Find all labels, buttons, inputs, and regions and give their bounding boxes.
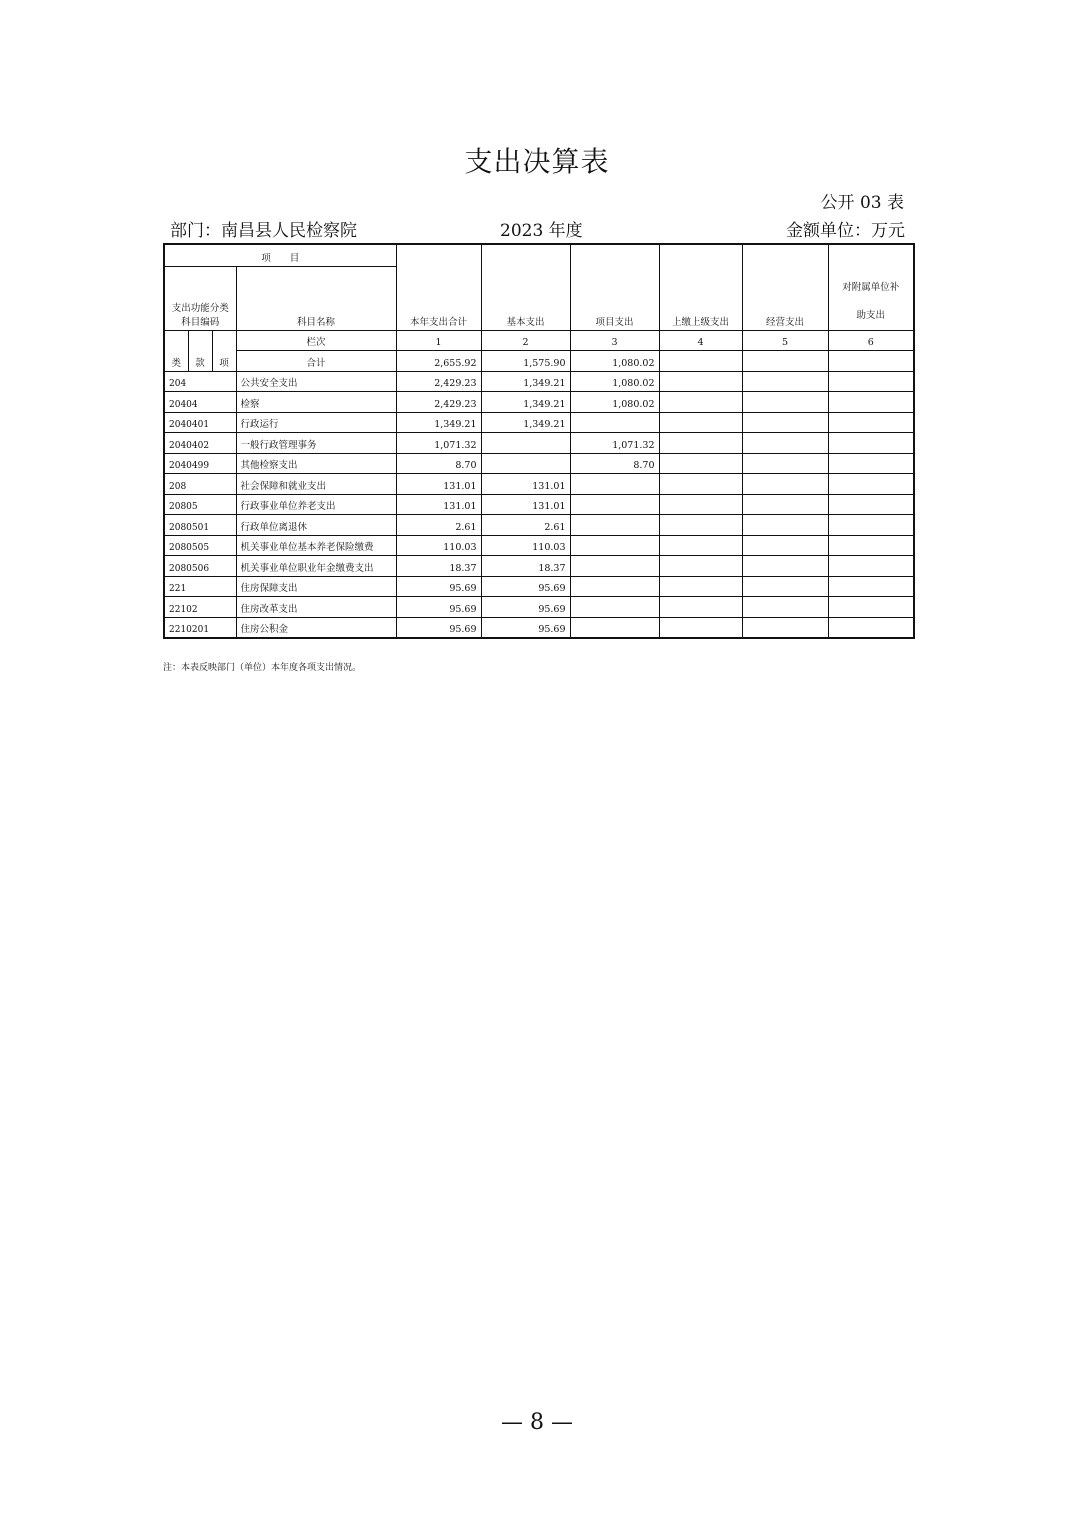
row-value <box>828 617 914 638</box>
row-value <box>659 474 742 495</box>
total-label: 合计 <box>236 351 396 372</box>
row-value: 95.69 <box>481 597 570 618</box>
column-number: 4 <box>659 330 742 351</box>
row-value: 1,349.21 <box>481 371 570 392</box>
row-value <box>828 576 914 597</box>
row-value <box>742 535 828 556</box>
row-value <box>742 433 828 454</box>
row-value: 2.61 <box>396 515 481 536</box>
header-total: 本年支出合计 <box>396 244 481 330</box>
row-value <box>742 371 828 392</box>
table-row <box>164 453 914 474</box>
row-value <box>742 474 828 495</box>
row-value <box>659 515 742 536</box>
header-item: 项 目 <box>164 244 396 266</box>
table-row <box>164 535 914 556</box>
row-value <box>570 597 659 618</box>
row-value <box>828 494 914 515</box>
row-value <box>570 556 659 577</box>
row-value: 131.01 <box>481 494 570 515</box>
row-value: 8.70 <box>570 453 659 474</box>
row-value: 95.69 <box>396 617 481 638</box>
row-name: 住房保障支出 <box>236 576 396 597</box>
row-name: 其他检察支出 <box>236 453 396 474</box>
column-number: 2 <box>481 330 570 351</box>
total-value: 1,080.02 <box>570 351 659 372</box>
row-name: 行政运行 <box>236 412 396 433</box>
row-value <box>742 392 828 413</box>
row-value: 110.03 <box>396 535 481 556</box>
row-code: 208 <box>164 474 236 495</box>
row-code: 221 <box>164 576 236 597</box>
row-value <box>742 494 828 515</box>
row-value <box>570 412 659 433</box>
row-value: 18.37 <box>396 556 481 577</box>
row-value <box>828 556 914 577</box>
row-value <box>828 412 914 433</box>
row-value: 131.01 <box>481 474 570 495</box>
row-value: 1,080.02 <box>570 371 659 392</box>
row-value: 2,429.23 <box>396 371 481 392</box>
row-value <box>570 535 659 556</box>
row-name: 公共安全支出 <box>236 371 396 392</box>
row-name: 行政事业单位养老支出 <box>236 494 396 515</box>
total-value: 1,575.90 <box>481 351 570 372</box>
table-row <box>164 412 914 433</box>
row-code: 2040402 <box>164 433 236 454</box>
column-number-row <box>164 330 914 351</box>
row-value: 110.03 <box>481 535 570 556</box>
table-row <box>164 474 914 495</box>
row-value <box>742 412 828 433</box>
row-value <box>570 515 659 536</box>
row-value: 1,349.21 <box>481 412 570 433</box>
row-value <box>742 617 828 638</box>
row-value <box>659 576 742 597</box>
row-code: 2040401 <box>164 412 236 433</box>
total-value <box>828 351 914 372</box>
row-value <box>570 576 659 597</box>
row-value <box>742 515 828 536</box>
row-value: 95.69 <box>396 597 481 618</box>
row-value <box>742 556 828 577</box>
row-code: 204 <box>164 371 236 392</box>
row-name: 机关事业单位职业年金缴费支出 <box>236 556 396 577</box>
row-value <box>659 597 742 618</box>
header-upper: 上缴上级支出 <box>659 244 742 330</box>
header-row-1 <box>164 244 914 266</box>
row-value <box>659 412 742 433</box>
table-row <box>164 556 914 577</box>
row-value <box>828 515 914 536</box>
row-value <box>742 453 828 474</box>
row-value: 95.69 <box>481 576 570 597</box>
row-value: 1,071.32 <box>570 433 659 454</box>
row-value <box>828 535 914 556</box>
row-value: 18.37 <box>481 556 570 577</box>
total-value <box>659 351 742 372</box>
row-value: 1,080.02 <box>570 392 659 413</box>
row-value <box>828 392 914 413</box>
row-value <box>659 535 742 556</box>
row-value <box>481 433 570 454</box>
expenditure-table <box>163 243 915 639</box>
row-value <box>828 597 914 618</box>
row-value: 95.69 <box>396 576 481 597</box>
row-code: 2040499 <box>164 453 236 474</box>
department-label: 部门：南昌县人民检察院 <box>170 221 357 241</box>
row-name: 住房公积金 <box>236 617 396 638</box>
column-number: 5 <box>742 330 828 351</box>
row-value <box>659 371 742 392</box>
row-value: 8.70 <box>396 453 481 474</box>
header-basic: 基本支出 <box>481 244 570 330</box>
row-value <box>570 494 659 515</box>
unit-label: 金额单位：万元 <box>786 221 905 241</box>
row-value: 2.61 <box>481 515 570 536</box>
year-label: 2023 年度 <box>500 221 583 241</box>
page-title: 支出决算表 <box>464 145 610 178</box>
row-value <box>570 617 659 638</box>
header-business: 经营支出 <box>742 244 828 330</box>
row-value: 1,071.32 <box>396 433 481 454</box>
row-value <box>742 597 828 618</box>
row-value: 1,349.21 <box>396 412 481 433</box>
row-name: 机关事业单位基本养老保险缴费 <box>236 535 396 556</box>
row-value: 131.01 <box>396 494 481 515</box>
total-value <box>742 351 828 372</box>
row-code: 22102 <box>164 597 236 618</box>
column-number: 1 <box>396 330 481 351</box>
row-value <box>828 474 914 495</box>
column-number: 6 <box>828 330 914 351</box>
page-number: — 8 — <box>501 1410 573 1435</box>
row-code: 2080506 <box>164 556 236 577</box>
row-code: 2080501 <box>164 515 236 536</box>
table-row <box>164 433 914 454</box>
footnote: 注：本表反映部门（单位）本年度各项支出情况。 <box>163 663 362 673</box>
row-value <box>659 556 742 577</box>
row-code: 20805 <box>164 494 236 515</box>
row-name: 社会保障和就业支出 <box>236 474 396 495</box>
table-row <box>164 617 914 638</box>
table-number: 公开 03 表 <box>820 193 904 213</box>
row-name: 住房改革支出 <box>236 597 396 618</box>
row-value <box>659 494 742 515</box>
header-name: 科目名称 <box>236 266 396 330</box>
row-value: 95.69 <box>481 617 570 638</box>
meta-line <box>170 216 905 240</box>
table-row <box>164 576 914 597</box>
row-name: 行政单位离退休 <box>236 515 396 536</box>
total-value: 2,655.92 <box>396 351 481 372</box>
row-value <box>481 453 570 474</box>
header-subsidy: 对附属单位补 助支出 <box>828 244 914 330</box>
row-value <box>828 433 914 454</box>
header-code-group: 支出功能分类 科目编码 <box>164 266 236 330</box>
total-row <box>164 351 914 372</box>
row-value: 131.01 <box>396 474 481 495</box>
table-row <box>164 494 914 515</box>
row-value <box>659 433 742 454</box>
table-row <box>164 515 914 536</box>
table-row <box>164 371 914 392</box>
row-value <box>570 474 659 495</box>
row-value <box>659 617 742 638</box>
row-value <box>742 576 828 597</box>
header-project: 项目支出 <box>570 244 659 330</box>
row-value <box>828 453 914 474</box>
table-row <box>164 392 914 413</box>
header-xiang: 项 <box>212 330 236 371</box>
row-value: 2,429.23 <box>396 392 481 413</box>
row-name: 检察 <box>236 392 396 413</box>
column-number: 3 <box>570 330 659 351</box>
row-value <box>659 392 742 413</box>
row-value: 1,349.21 <box>481 392 570 413</box>
header-kuan: 款 <box>188 330 212 371</box>
column-label: 栏次 <box>236 330 396 351</box>
row-value <box>828 371 914 392</box>
table-row <box>164 597 914 618</box>
header-class: 类 <box>164 330 188 371</box>
row-code: 2080505 <box>164 535 236 556</box>
row-code: 2210201 <box>164 617 236 638</box>
row-code: 20404 <box>164 392 236 413</box>
row-value <box>659 453 742 474</box>
row-name: 一般行政管理事务 <box>236 433 396 454</box>
